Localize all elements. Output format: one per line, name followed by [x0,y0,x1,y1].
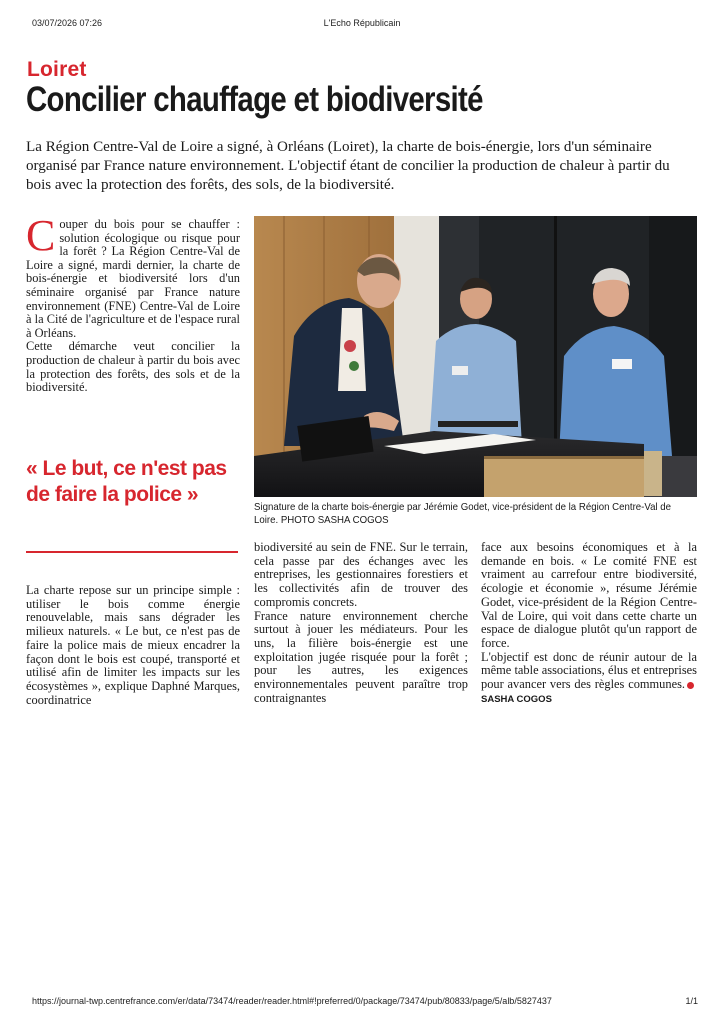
article-photo [254,216,697,497]
print-url: https://journal-twp.centrefrance.com/er/data/73474/reader/reader.html#!preferred/0/package/73474/pub/80833/page/5/alb/5827437 [32,996,552,1006]
lead-text-1: ouper du bois pour se chauffer : solution écologique ou risque pour la forêt ? La Région Centre-Val de Loire a signé, mardi dernier, la charte de bois-énergie et biodiversité lors d'un séminaire organisé par France nature environnement (FNE) Centre-Val de Loire à la Cité de l'agriculture et de l'espace rural à Orléans. [26,217,240,340]
article-lead [26,211,240,395]
byline-bullet-icon [687,682,694,689]
body-column-1 [26,584,240,707]
article-chapo: La Région Centre-Val de Loire a signé, à Orléans (Loiret), la charte de bois-énergie, lors d'un séminaire organisé par France nature environnement. L'objectif étant de concilier la production de chaleur à partir du bois avec la protection des forêts, des sols, de la biodiversité. [26,139,670,193]
col2-paragraph-1: biodiversité au sein de FNE. Sur le terrain, cela passe par des échanges avec les entreprises, les gestionnaires forestiers et les collectivités afin de trouver des compromis concrets. [254,540,468,609]
lead-paragraph-1 [26,211,240,340]
col2-paragraph-2: France nature environnement cherche surtout à jouer les médiateurs. Pour les uns, la filière bois-énergie est une exploitation jugée risquée pour la forêt ; pour les autres, les exigences environnementales peuvent paraître trop contraignantes [254,608,468,705]
pull-quote: « Le but, ce n'est pas de faire la police » [26,457,227,506]
print-page-number: 1/1 [685,996,698,1006]
section-label: Loiret [27,58,87,81]
col3-paragraph-1: face aux besoins économiques et à la demande en bois. « Le comité FNE est vraiment au carrefour entre biodiversité, écologie et économie », résume Jérémie Godet, vice-président de la Région Centre-Val de Loire, qui voit dans cette charte un espace de dialogue plutôt qu'un rapport de force. [481,540,697,650]
print-source-title: L'Echo Républicain [323,18,401,28]
pull-quote-rule [26,551,238,553]
drop-cap: C [26,211,56,260]
headline: Concilier chauffage et biodiversité [26,80,483,119]
print-date: 03/07/2026 07:26 [32,18,103,28]
byline: SASHA COGOS [481,693,552,705]
lead-paragraph-2: Cette démarche veut concilier la production de chaleur à partir du bois avec la protection des forêts, des sols et de la biodiversité. [26,339,240,395]
photo-caption: Signature de la charte bois-énergie par Jérémie Godet, vice-président de la Région Centre-Val de Loire. PHOTO SASHA COGOS [254,501,672,526]
body-column-2 [254,541,468,705]
col1-paragraph: La charte repose sur un principe simple : utiliser le bois comme énergie renouvelable, mais sans dégrader les milieux naturels. « Le but, ce n'est pas de faire la police mais de mieux encadrer la façon dont le bois est coupé, transporté et utilisé afin de limiter les impacts sur les écosystèmes », explique Daphné Marques, coordinatrice [26,583,240,707]
body-column-3 [481,541,697,706]
col3-text-2: L'objectif est donc de réunir autour de la même table associations, élus et entreprises pour avancer vers des règles communes. [481,649,697,692]
print-footer [0,996,724,1010]
print-header [0,18,724,32]
col3-paragraph-2 [481,651,697,707]
